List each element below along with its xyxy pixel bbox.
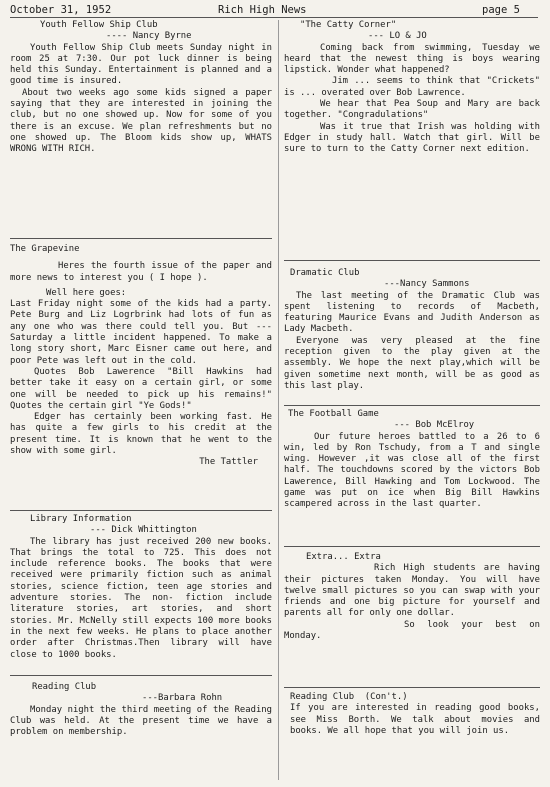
article-title: "The Catty Corner" (300, 20, 397, 30)
article-paragraph: Last Friday night some of the kids had a party. Pete Burg and Liz Logrbrink had lots of fun as any one who was there could tell you. But ---Saturday a little incident happened. To make a long story short, Marc Eisner came out here, and poor Pete was left out in the cold. (10, 299, 272, 366)
article-title: Extra... Extra (306, 552, 381, 562)
article-paragraph: Everyone was very pleased at the fine reception given to the play given at the assembly. We hope the next play,which will be given sometime next month, will be as good as this last play. (284, 335, 540, 391)
article-paragraph: About two weeks ago some kids signed a paper saying that they are interested in joining the club, but no one showed up. Now for some of you there is an excuse. We plan refreshments but no one showed up. The Bloom kids show up, WHATS WRONG WITH RICH. (10, 87, 272, 155)
article-paragraph: We hear that Pea Soup and Mary are back together. "Congradulations" (284, 99, 540, 121)
article-title: Dramatic Club (290, 268, 360, 278)
article-paragraph: Coming back from swimming, Tuesday we heard that the newest thing is boys wearing lipstick. Wonder what happened? (284, 42, 540, 76)
article-byline: ---- Nancy Byrne (106, 31, 192, 42)
header-paper-name: Rich High News (218, 4, 307, 16)
header-date: October 31, 1952 (10, 4, 112, 16)
article-paragraph: Our future heroes battled to a 26 to 6 win, led by Ron Tschudy, from a T and single wing. However ,it was close all of the first half. The touchdowns scored by the victors Bob Lawerence, Bill Hawking and Tom Lockwood. The game was put on ice when Big Bill Hawkins scampered across in the last quarter. (284, 431, 540, 510)
article-paragraph: Youth Fellow Ship Club meets Sunday night in room 25 at 7:30. Our pot luck dinner is being held this Sunday. Entertainment is planned and a good time is insured. (10, 42, 272, 87)
header-rule (10, 17, 538, 18)
section-rule (284, 687, 540, 688)
article-paragraph: The last meeting of the Dramatic Club was spent listening to records of Macbeth, featuring Maurice Evans and Judith Anderson as Lady Macbeth. (284, 290, 540, 335)
catty-corner-article (284, 20, 540, 156)
article-paragraph: Monday night the third meeting of the Reading Club was held. At the present time we have a problem on membership. (10, 704, 272, 738)
section-rule (284, 546, 540, 547)
article-title: The Grapevine (10, 244, 80, 254)
article-paragraph: Edger has certainly been working fast. He has quite a few girls to his credit at the present time. It is known that he went to the show with some girl. (10, 412, 272, 457)
article-paragraph: If you are interested in reading good books, see Miss Borth. We talk about movies and books. We all hope that you will join us. (290, 703, 540, 736)
article-title: Youth Fellow Ship Club (40, 20, 158, 30)
article-byline: ---Barbara Rohn (142, 693, 223, 704)
article-signature: The Tattler (199, 457, 258, 468)
article-paragraph: The library has just received 200 new books. That brings the total to 725. This does not include reference books. The books that were received were primarily fiction such as animal stories, science fiction, teen age stories and adventure stories. The non- fiction include literature stories, art stories, and short stories. Mr. McNelly still expects 100 more books in the next few weeks. He plans to place another order after Christmas.Then library will have close to 1000 books. (10, 536, 272, 660)
header-page-number: page 5 (482, 4, 520, 16)
article-byline: ---Nancy Sammons (384, 279, 470, 290)
library-article (10, 514, 272, 661)
article-byline: --- Bob McElroy (394, 420, 475, 431)
article-paragraph: Heres the fourth issue of the paper and more news to interest you ( I hope ). (10, 261, 272, 283)
article-title: Reading Club (Con't.) (290, 692, 408, 702)
article-paragraph: Was it true that Irish was holding with Edger in study hall. Watch that girl. Will be sure to turn to the Catty Corner next edition. (284, 121, 540, 155)
article-title: The Football Game (288, 409, 379, 419)
article-paragraph: Rich High students are having their pictures taken Monday. You will have twelve small pictures so you can swap with your friends and one big picture for yourself and parents all for only one dollar. (284, 563, 540, 619)
extra-article (284, 552, 540, 642)
article-title: Library Information (30, 514, 132, 524)
football-article (284, 409, 540, 511)
section-rule (10, 238, 272, 239)
section-rule (10, 510, 272, 511)
article-title: Reading Club (32, 682, 97, 692)
section-rule (284, 405, 540, 406)
reading-club-continued-article (284, 692, 540, 737)
article-byline: --- Dick Whittington (90, 525, 197, 536)
section-rule (284, 260, 540, 261)
article-byline: --- LO & JO (368, 31, 427, 42)
section-rule (10, 675, 272, 676)
article-paragraph: Jim ... seems to think that "Crickets" is ... overated over Bob Lawrence. (284, 76, 540, 98)
youth-fellowship-article (10, 20, 272, 156)
article-paragraph: Quotes Bob Lawerence "Bill Hawkins had better take it easy on a certain girl, or some one will be needed to pick up his remains!" Quotes the certain girl "Ye Gods!" (10, 366, 272, 411)
reading-club-article (10, 682, 272, 738)
column-divider (278, 20, 279, 780)
grapevine-article (10, 244, 272, 469)
article-paragraph: Well here goes: (46, 287, 127, 298)
dramatic-club-article (284, 268, 540, 392)
article-paragraph: So look your best on Monday. (284, 619, 540, 642)
